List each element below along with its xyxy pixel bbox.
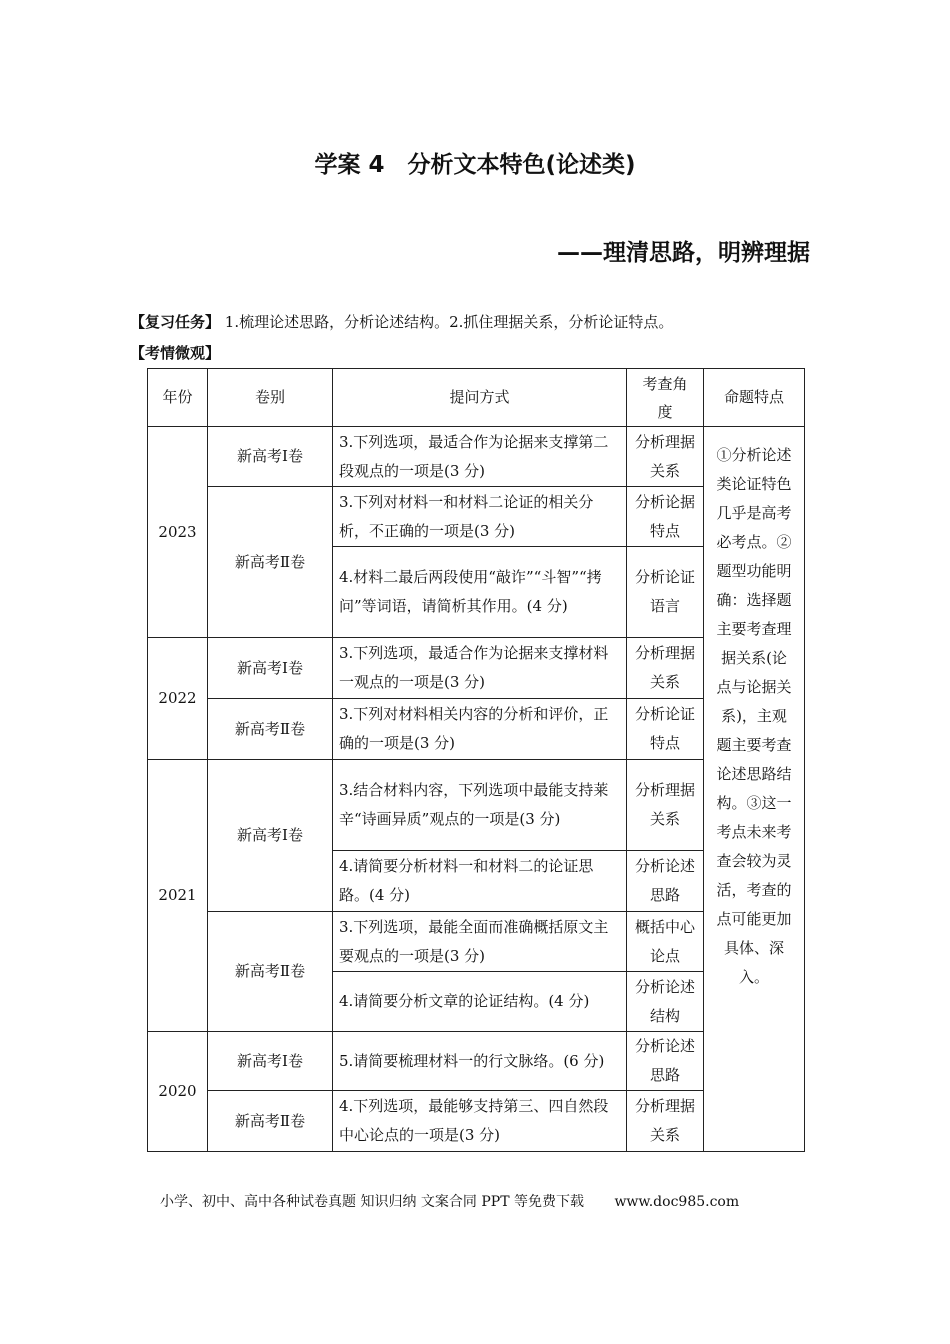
question-cell: 3.下列对材料一和材料二论证的相关分析，不正确的一项是(3 分)	[333, 487, 627, 547]
exam-table	[147, 368, 805, 1152]
paper-cell: 新高考Ⅰ卷	[208, 638, 333, 699]
year-cell: 2023	[148, 427, 208, 638]
paper-cell: 新高考Ⅰ卷	[208, 427, 333, 487]
angle-cell: 分析论述思路	[627, 851, 704, 912]
review-task-text: 1.梳理论述思路，分析论述结构。2.抓住理据关系，分析论证特点。	[224, 313, 674, 331]
question-cell: 3.下列对材料相关内容的分析和评价，正确的一项是(3 分)	[333, 699, 627, 760]
header-angle: 考查角度	[627, 369, 704, 427]
question-cell: 3.下列选项，最适合作为论据来支撑材料一观点的一项是(3 分)	[333, 638, 627, 699]
angle-cell: 分析理据关系	[627, 1091, 704, 1152]
page-subtitle: ——理清思路，明辨理据	[557, 240, 810, 266]
question-cell: 4.请简要分析材料一和材料二的论证思路。(4 分)	[333, 851, 627, 912]
paper-cell: 新高考Ⅱ卷	[208, 912, 333, 1032]
question-cell: 3.结合材料内容，下列选项中最能支持莱辛“诗画异质”观点的一项是(3 分)	[333, 760, 627, 851]
exam-section	[130, 342, 220, 363]
question-cell: 4.请简要分析文章的论证结构。(4 分)	[333, 972, 627, 1032]
year-cell: 2021	[148, 760, 208, 1032]
angle-cell: 分析论述思路	[627, 1032, 704, 1091]
footer	[160, 1191, 739, 1211]
question-cell: 5.请简要梳理材料一的行文脉络。(6 分)	[333, 1032, 627, 1091]
exam-section-label: 【考情微观】	[130, 344, 221, 362]
header-features: 命题特点	[704, 369, 805, 427]
review-task-label: 【复习任务】	[130, 313, 221, 331]
paper-cell: 新高考Ⅱ卷	[208, 699, 333, 760]
question-cell: 4.下列选项，最能够支持第三、四自然段中心论点的一项是(3 分)	[333, 1091, 627, 1152]
angle-cell: 分析理据关系	[627, 638, 704, 699]
question-cell: 3.下列选项，最适合作为论据来支撑第二段观点的一项是(3 分)	[333, 427, 627, 487]
angle-cell: 概括中心论点	[627, 912, 704, 972]
question-cell: 4.材料二最后两段使用“敲诈”“斗智”“拷问”等词语，请简析其作用。(4 分)	[333, 547, 627, 638]
header-paper: 卷别	[208, 369, 333, 427]
features-cell	[704, 427, 805, 1152]
angle-cell: 分析论述结构	[627, 972, 704, 1032]
angle-cell: 分析理据关系	[627, 760, 704, 851]
paper-cell: 新高考Ⅱ卷	[208, 487, 333, 638]
header-year: 年份	[148, 369, 208, 427]
header-question: 提问方式	[333, 369, 627, 427]
footer-text: 小学、初中、高中各种试卷真题 知识归纳 文案合同 PPT 等免费下载	[160, 1194, 584, 1210]
paper-cell: 新高考Ⅱ卷	[208, 1091, 333, 1152]
paper-cell: 新高考Ⅰ卷	[208, 760, 333, 912]
page-title: 学案 4 分析文本特色(论述类)	[314, 152, 636, 178]
question-cell: 3.下列选项，最能全面而准确概括原文主要观点的一项是(3 分)	[333, 912, 627, 972]
angle-cell: 分析论据特点	[627, 487, 704, 547]
year-cell: 2020	[148, 1032, 208, 1152]
table-row	[148, 427, 805, 487]
angle-cell: 分析理据关系	[627, 427, 704, 487]
footer-url: www.doc985.com	[614, 1194, 740, 1210]
header-row	[148, 369, 805, 427]
angle-cell: 分析论证特点	[627, 699, 704, 760]
paper-cell: 新高考Ⅰ卷	[208, 1032, 333, 1091]
year-cell: 2022	[148, 638, 208, 760]
review-task	[130, 311, 673, 332]
angle-cell: 分析论证语言	[627, 547, 704, 638]
features-text: ①分析论述类论证特色几乎是高考必考点。②题型功能明确：选择题主要考查理据关系(论点与论据关系)，主观题主要考查论述思路结构。③这一考点未来考查会较为灵活，考查的点可能更加具体、深入。	[716, 446, 792, 986]
